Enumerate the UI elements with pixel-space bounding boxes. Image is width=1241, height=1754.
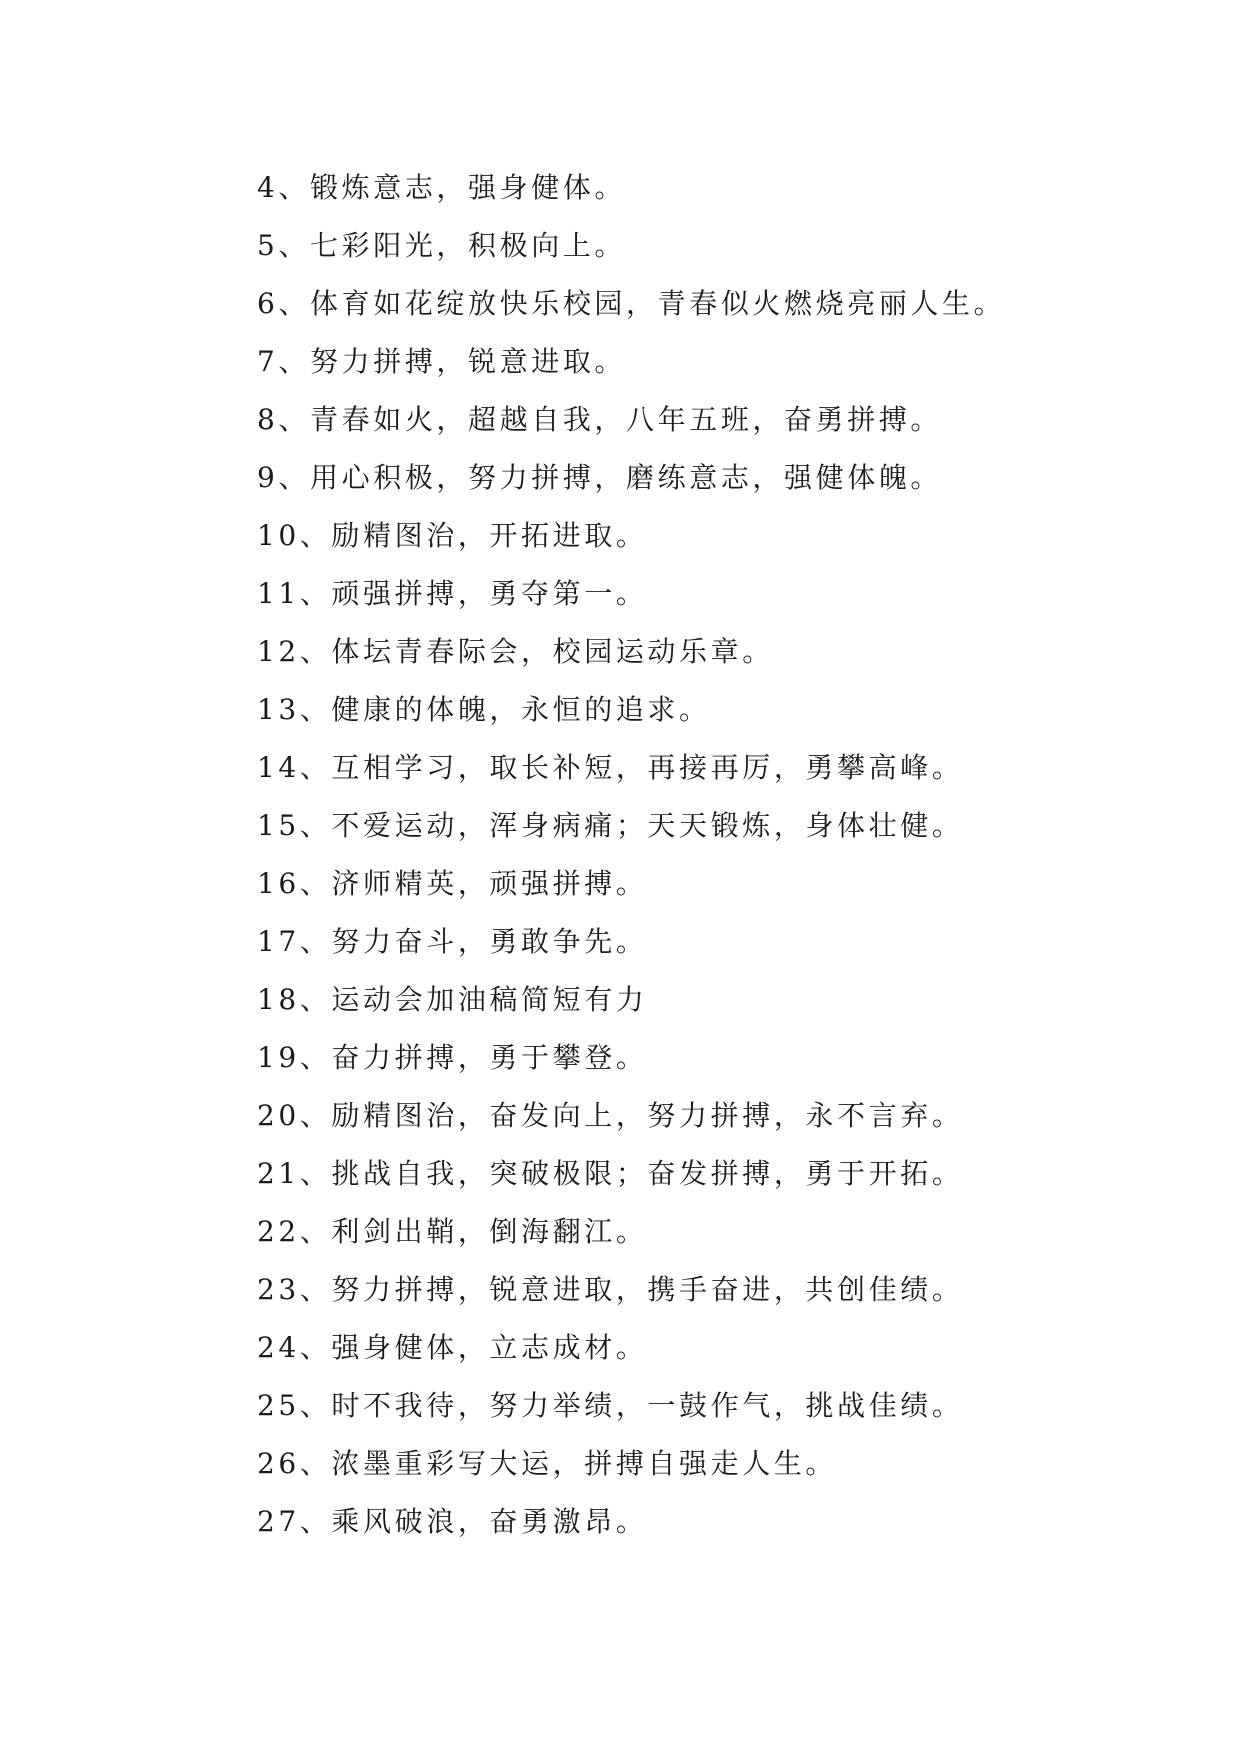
list-item: 21、挑战自我，突破极限；奋发拼搏，勇于开拓。 <box>257 1157 964 1190</box>
list-item: 5、七彩阳光，积极向上。 <box>257 229 627 262</box>
list-item: 8、青春如火，超越自我，八年五班，奋勇拼搏。 <box>257 403 943 436</box>
list-item: 19、奋力拼搏，勇于攀登。 <box>257 1041 648 1074</box>
list-item: 25、时不我待，努力举绩，一鼓作气，挑战佳绩。 <box>257 1389 964 1422</box>
list-item: 9、用心积极，努力拼搏，磨练意志，强健体魄。 <box>257 461 943 494</box>
list-item: 13、健康的体魄，永恒的追求。 <box>257 693 711 726</box>
list-item: 4、锻炼意志，强身健体。 <box>257 171 627 204</box>
list-item: 16、济师精英，顽强拼搏。 <box>257 867 648 900</box>
list-item: 12、体坛青春际会，校园运动乐章。 <box>257 635 774 668</box>
list-item: 23、努力拼搏，锐意进取，携手奋进，共创佳绩。 <box>257 1273 964 1306</box>
list-item: 20、励精图治，奋发向上，努力拼搏，永不言弃。 <box>257 1099 964 1132</box>
list-item: 14、互相学习，取长补短，再接再厉，勇攀高峰。 <box>257 751 964 784</box>
slogan-list <box>257 159 1157 1551</box>
list-item: 18、运动会加油稿简短有力 <box>257 983 648 1016</box>
list-item: 17、努力奋斗，勇敢争先。 <box>257 925 648 958</box>
list-item: 10、励精图治，开拓进取。 <box>257 519 648 552</box>
list-item: 24、强身健体，立志成材。 <box>257 1331 648 1364</box>
list-item: 15、不爱运动，浑身病痛；天天锻炼，身体壮健。 <box>257 809 964 842</box>
list-item: 6、体育如花绽放快乐校园，青春似火燃烧亮丽人生。 <box>257 287 1006 320</box>
list-item: 7、努力拼搏，锐意进取。 <box>257 345 627 378</box>
list-item: 26、浓墨重彩写大运，拼搏自强走人生。 <box>257 1447 838 1480</box>
list-item: 11、顽强拼搏，勇夺第一。 <box>257 577 648 610</box>
list-item: 27、乘风破浪，奋勇激昂。 <box>257 1505 648 1538</box>
list-item: 22、利剑出鞘，倒海翻江。 <box>257 1215 648 1248</box>
